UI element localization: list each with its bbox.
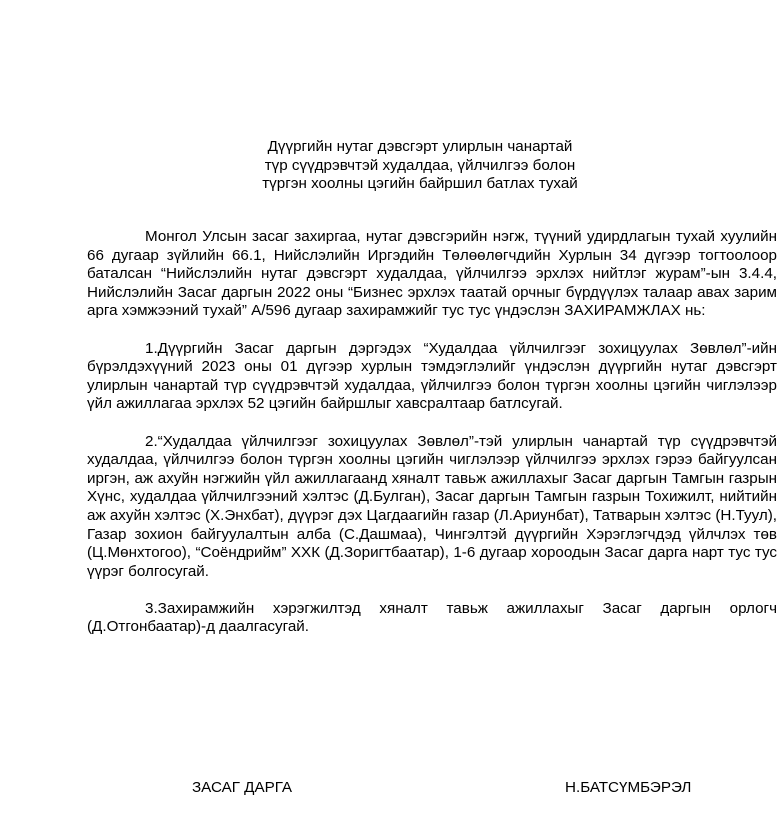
title-line: түр сүүдрэвчтэй худалдаа, үйлчилгээ болон xyxy=(264,156,576,174)
clause-2-paragraph: 2.“Худалдаа үйлчилгээг зохицуулах Зөвлөл”-тэй улирлын чанартай түр сүүдрэвчтэй худалдаа, үйлчилгээ болон түргэн хоолны цэгийн чиглэлээр үйлчилгээ эрхлэх гэрээ байгуулсан иргэн, аж ахуйн нэгжийн үйл ажиллагаанд хяналт тавьж ажиллахыг Засаг даргын Тамгын газрын Хүнс, худалдаа үйлчилгээний хэлтэс (Д.Булган), Засаг даргын Тамгын газрын Тохижилт, нийтийн аж ахуйн хэлтэс (Х.Энхбат), дүүрэг дэх Цагдаагийн газар (Л.Ариунбат), Татварын хэлтэс (Н.Туул), Газар зохион байгуулалтын алба (С.Дашмаа), Чингэлтэй дүүргийн Хэрэглэгчдэд үйлчлэх төв (Ц.Мөнхтогоо), “Соёндрийм” ХХК (Д.Зоригтбаатар), 1-6 дугаар хороодын Засаг дарга нарт тус тус үүрэг болгосугай. xyxy=(87,432,777,580)
clause-3-paragraph: 3.Захирамжийн хэрэгжилтэд хяналт тавьж ажиллахыг Засаг даргын орлогч (Д.Отгонбаатар)-д даалгасугай. xyxy=(87,599,777,636)
clause-1-paragraph: 1.Дүүргийн Засаг даргын дэргэдэх “Худалдаа үйлчилгээг зохицуулах Зөвлөл”-ийн бүрэлдэхүүний 2023 оны 01 дүгээр хурлын тэмдэглэлийг үндэслэн дүүргийн нутаг дэвсгэрт улирлын чанартай түр сүүдрэвчтэй худалдаа, үйлчилгээ болон түргэн хоолны цэгийн чиглэлээр үйл ажиллагаа эрхлэх 52 цэгийн байршлыг хавсралтаар батлсугай. xyxy=(87,339,777,413)
title-line: түргэн хоолны цэгийн байршил батлах тухай xyxy=(262,175,578,192)
signature-name: Н.БАТСҮМБЭРЭЛ xyxy=(565,779,692,796)
document-body xyxy=(87,228,777,637)
signature-position: ЗАСАГ ДАРГА xyxy=(192,779,293,796)
document-title xyxy=(200,138,640,194)
preamble-paragraph: Монгол Улсын засаг захиргаа, нутаг дэвсгэрийн нэгж, түүний удирдлагын тухай хуулийн 66 дугаар зүйлийн 66.1, Нийслэлийн Иргэдийн Төлөөлөгчдийн Хурлын 34 дүгээр тогтоолоор баталсан “Нийслэлийн нутаг дэвсгэрт худалдаа, үйлчилгээ эрхлэх нийтлэг журам”-ын 3.4.4, Нийслэлийн Засаг даргын 2022 оны “Бизнес эрхлэх таатай орчныг бүрдүүлэх талаар авах зарим арга хэмжээний тухай” А/596 дугаар захирамжийг тус тус үндэслэн ЗАХИРАМЖЛАХ нь: xyxy=(87,228,777,320)
title-line: Дүүргийн нутаг дэвсгэрт улирлын чанартай xyxy=(267,138,573,155)
